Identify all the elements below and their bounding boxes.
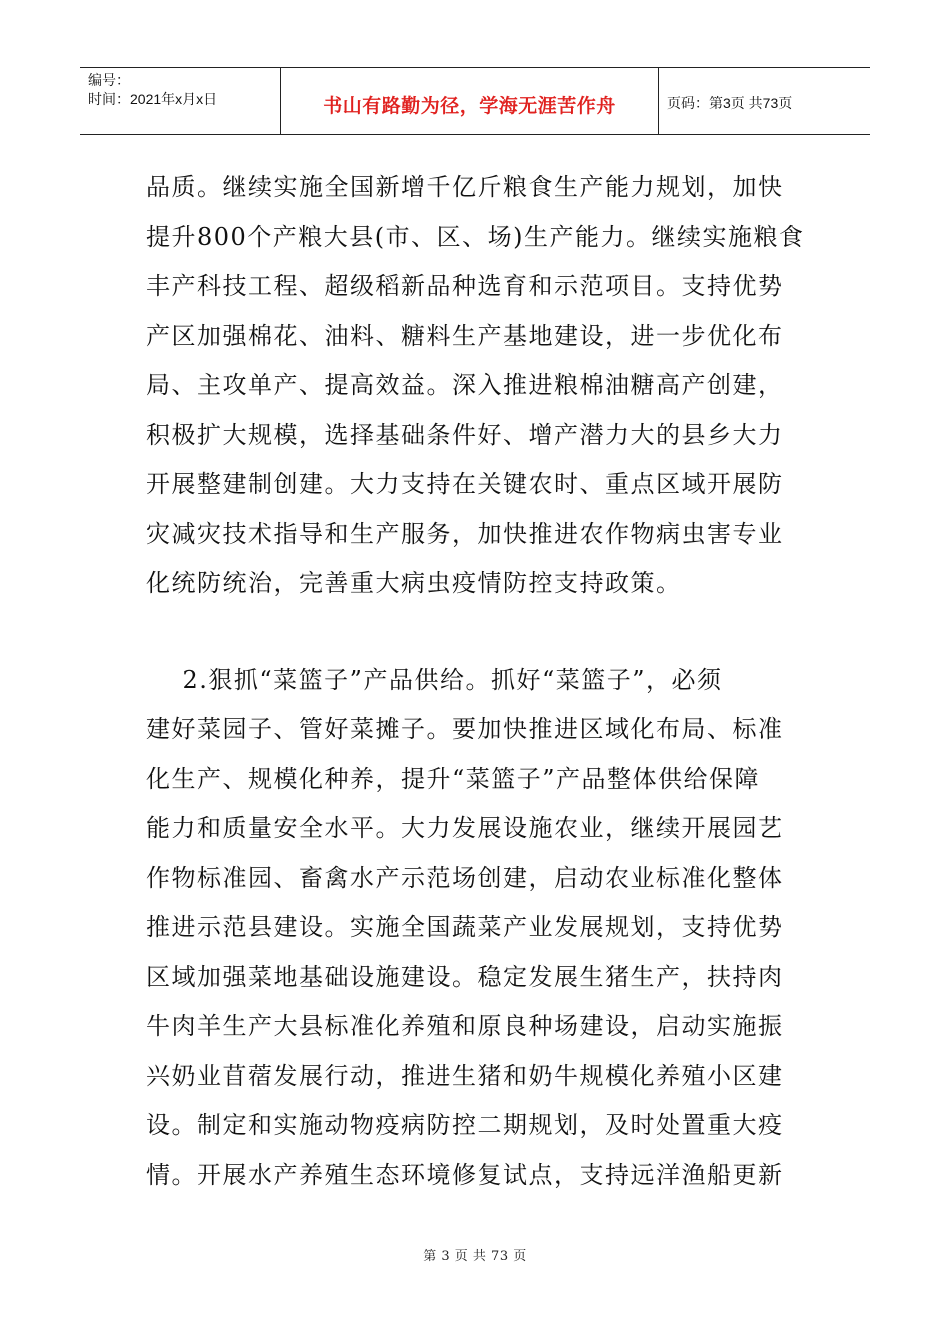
text-line: 作物标准园、畜禽水产示范场创建，启动农业标准化整体 [146, 863, 784, 892]
text-line: 灾减灾技术指导和生产服务，加快推进农作物病虫害专业 [146, 519, 784, 548]
text-line: 推进示范县建设。实施全国蔬菜产业发展规划，支持优势 [146, 913, 784, 941]
page-footer: 第 3 页 共 73 页 [423, 1249, 527, 1264]
text-line: 丰产科技工程、超级稻新品种选育和示范项目。支持优势 [146, 272, 784, 300]
text-line: 能力和质量安全水平。大力发展设施农业，继续开展园艺 [146, 814, 784, 842]
text-line: 化统防统治，完善重大病虫疫情防控支持政策。 [146, 569, 682, 597]
text-line: 情。开展水产养殖生态环境修复试点，支持远洋渔船更新 [146, 1160, 784, 1189]
page-header [80, 67, 870, 135]
header-page-info: 页码：第3页 共73页 [667, 95, 793, 111]
text-line: 建好菜园子、管好菜摊子。要加快推进区域化布局、标准 [146, 715, 784, 743]
paragraph-gap [146, 609, 806, 656]
paragraph-1 [146, 163, 806, 609]
document-body [146, 163, 806, 1200]
document-time-label: 时间：2021年x月x日 [88, 91, 218, 107]
text-line: 牛肉羊生产大县标准化养殖和原良种场建设，启动实施振 [146, 1012, 784, 1040]
paragraph-2 [146, 656, 806, 1201]
text-line: 设。制定和实施动物疫病防控二期规划，及时处置重大疫 [146, 1111, 784, 1139]
text-line: 积极扩大规模，选择基础条件好、增产潜力大的县乡大力 [146, 420, 784, 449]
header-motto: 书山有路勤为径，学海无涯苦作舟 [281, 68, 659, 134]
text-line: 局、主攻单产、提高效益。深入推进粮棉油糖高产创建， [146, 371, 784, 399]
document-number-label: 编号： [88, 72, 130, 88]
text-line: 提升800个产粮大县(市、区、场)生产能力。继续实施粮食 [146, 222, 805, 251]
text-line: 开展整建制创建。大力支持在关键农时、重点区域开展防 [146, 470, 784, 498]
text-line: 品质。继续实施全国新增千亿斤粮食生产能力规划，加快 [146, 173, 784, 201]
text-line: 兴奶业苜蓿发展行动，推进生猪和奶牛规模化养殖小区建 [146, 1061, 784, 1090]
text-line: 区域加强菜地基础设施建设。稳定发展生猪生产，扶持肉 [146, 962, 784, 991]
text-line: 产区加强棉花、油料、糖料生产基地建设，进一步优化布 [146, 321, 784, 350]
header-meta [80, 68, 281, 134]
text-line: 2.狠抓“菜篮子”产品供给。抓好“菜篮子”，必须 [146, 665, 723, 694]
text-line: 化生产、规模化种养，提升“菜篮子”产品整体供给保障 [146, 764, 761, 793]
